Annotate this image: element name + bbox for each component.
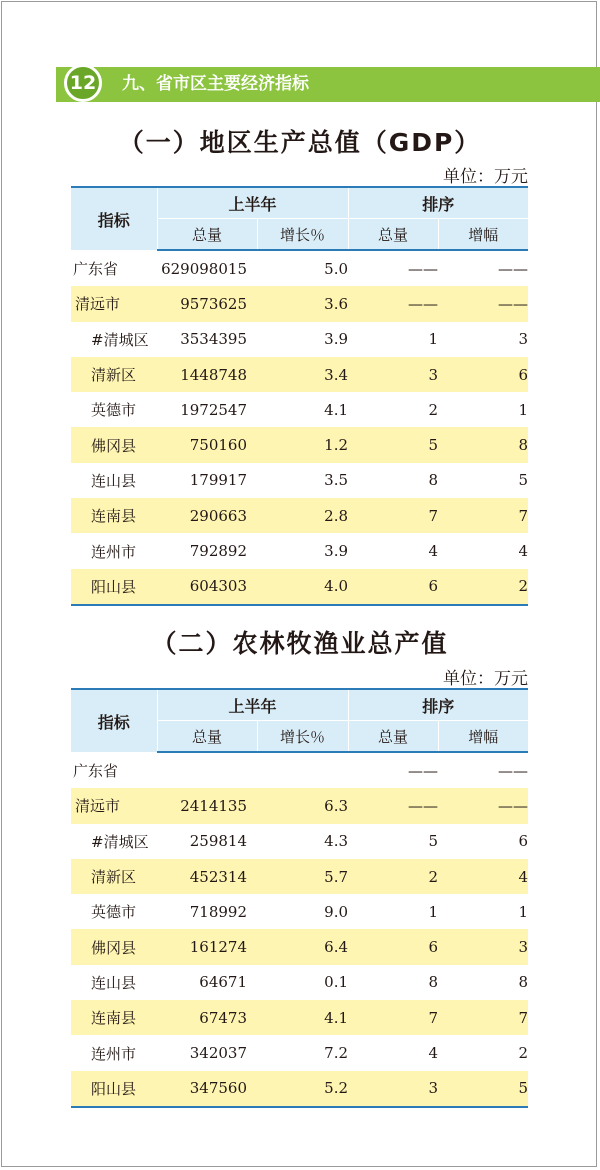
row-name: #清城区 [91, 832, 149, 851]
column-header-total: 总量 [157, 721, 257, 753]
row-total: 452314 [157, 859, 257, 894]
row-growth: 4.0 [257, 569, 348, 605]
row-rank-growth: 7 [438, 498, 528, 533]
row-total: 2414135 [157, 788, 257, 823]
row-total: 718992 [189, 902, 247, 921]
row-growth: 3.6 [257, 286, 348, 321]
table-row [71, 392, 528, 427]
row-rank-growth: 2 [518, 1044, 529, 1063]
row-rank-growth: 2 [438, 569, 528, 605]
row-total: 342037 [189, 1044, 247, 1063]
table-row [71, 788, 528, 823]
table-row [71, 322, 528, 357]
row-total: 629098015 [161, 259, 247, 278]
row-rank-total: 7 [348, 1000, 438, 1035]
row-rank-total: 4 [428, 1044, 439, 1063]
table-row [71, 859, 528, 894]
row-rank-total: 7 [348, 498, 438, 533]
row-growth [257, 752, 348, 788]
table-row [71, 286, 528, 321]
row-rank-total: 8 [428, 973, 439, 992]
page-number-badge: 12 [64, 64, 102, 102]
column-header-rank-total: 总量 [348, 219, 438, 251]
row-name: 英德市 [91, 903, 137, 922]
row-growth: 4.1 [324, 400, 349, 419]
row-growth: 3.4 [257, 357, 348, 392]
row-rank-growth: 1 [518, 902, 529, 921]
row-name: 连州市 [91, 542, 137, 561]
row-rank-total: 8 [428, 471, 439, 490]
row-name: 广东省 [73, 259, 119, 278]
table-row [71, 929, 528, 964]
table-row [71, 1035, 528, 1070]
table-row [71, 498, 528, 533]
row-rank-growth: —— [498, 259, 529, 278]
row-rank-total: 1 [428, 330, 439, 349]
column-header-rank: 排序 [348, 689, 528, 721]
section-header-title: 九、省市区主要经济指标 [122, 74, 309, 94]
agri-table-body [71, 752, 528, 1107]
row-total: 161274 [157, 929, 257, 964]
agri-table-title: （二）农林牧渔业总产值 [151, 629, 449, 658]
row-growth: 7.2 [324, 1044, 349, 1063]
row-name: 阳山县 [71, 569, 157, 605]
row-rank-total: 3 [348, 1071, 438, 1107]
row-growth: 2.8 [257, 498, 348, 533]
column-header-half-year: 上半年 [157, 187, 348, 219]
row-rank-growth: 4 [518, 542, 529, 561]
row-rank-total: 5 [428, 832, 439, 851]
row-rank-growth: 3 [518, 330, 529, 349]
column-header-growth: 增长％ [257, 721, 348, 753]
row-rank-growth: 5 [438, 1071, 528, 1107]
table-row [71, 250, 528, 286]
column-header-rank-growth: 增幅 [438, 219, 528, 251]
column-header-total: 总量 [157, 219, 257, 251]
row-rank-growth: 4 [438, 859, 528, 894]
row-growth: 6.4 [257, 929, 348, 964]
row-growth: 6.3 [257, 788, 348, 823]
row-total: 1972547 [180, 400, 247, 419]
row-name: 佛冈县 [71, 929, 157, 964]
row-rank-growth: 8 [518, 973, 529, 992]
row-rank-growth: 3 [438, 929, 528, 964]
table-row [71, 357, 528, 392]
row-growth: 0.1 [324, 973, 349, 992]
row-name: 连山县 [91, 471, 137, 490]
row-rank-total: 2 [428, 400, 439, 419]
row-growth: 3.9 [324, 542, 349, 561]
row-name: 清新区 [71, 357, 157, 392]
row-growth: 9.0 [324, 902, 349, 921]
row-rank-total: 2 [348, 859, 438, 894]
row-growth: 1.2 [257, 427, 348, 462]
column-header-rank-total: 总量 [348, 721, 438, 753]
row-name: 佛冈县 [71, 427, 157, 462]
table-row [71, 752, 528, 788]
column-header-rank-growth: 增幅 [438, 721, 528, 753]
row-total: 259814 [189, 832, 247, 851]
row-rank-total: —— [348, 286, 438, 321]
table-row [71, 965, 528, 1000]
row-name: 清新区 [71, 859, 157, 894]
row-rank-growth: 6 [438, 357, 528, 392]
row-rank-total: —— [408, 259, 439, 278]
row-rank-total: 4 [428, 542, 439, 561]
row-name: 广东省 [73, 761, 119, 780]
row-growth: 5.2 [257, 1071, 348, 1107]
table-row [71, 533, 528, 568]
row-rank-growth: 1 [518, 400, 529, 419]
table-row [71, 427, 528, 462]
row-total: 67473 [157, 1000, 257, 1035]
row-name: 连山县 [91, 973, 137, 992]
row-rank-total: —— [348, 788, 438, 823]
column-header-rank: 排序 [348, 187, 528, 219]
row-name: 清远市 [71, 788, 157, 823]
row-name: 英德市 [91, 401, 137, 420]
row-total: 347560 [157, 1071, 257, 1107]
row-name: 清远市 [71, 286, 157, 321]
row-rank-growth: 5 [518, 471, 529, 490]
table-row [71, 894, 528, 929]
row-rank-total: —— [408, 761, 439, 780]
agri-table [71, 688, 528, 1108]
row-total: 1448748 [157, 357, 257, 392]
row-total [157, 752, 257, 788]
row-total: 3534395 [180, 330, 247, 349]
row-total: 750160 [157, 427, 257, 462]
row-name: 连南县 [71, 498, 157, 533]
row-total: 604303 [157, 569, 257, 605]
row-name: 阳山县 [71, 1071, 157, 1107]
table-row [71, 569, 528, 605]
column-header-growth: 增长％ [257, 219, 348, 251]
row-growth: 4.1 [257, 1000, 348, 1035]
agri-unit-label: 单位：万元 [443, 669, 528, 689]
row-total: 9573625 [157, 286, 257, 321]
row-total: 179917 [189, 471, 247, 490]
gdp-table [71, 186, 528, 606]
table-row [71, 1071, 528, 1107]
column-header-indicator: 指标 [71, 689, 157, 752]
row-growth: 3.9 [324, 330, 349, 349]
row-rank-growth: 7 [438, 1000, 528, 1035]
row-rank-total: 6 [348, 569, 438, 605]
row-rank-growth: —— [498, 761, 529, 780]
row-rank-total: 6 [348, 929, 438, 964]
row-rank-total: 1 [428, 902, 439, 921]
gdp-table-title: （一）地区生产总值（GDP） [118, 128, 482, 157]
row-rank-growth: 8 [438, 427, 528, 462]
table-row [71, 463, 528, 498]
gdp-table-body [71, 250, 528, 605]
table-row [71, 1000, 528, 1035]
row-name: 连南县 [71, 1000, 157, 1035]
row-rank-growth: —— [438, 788, 528, 823]
row-rank-total: 3 [348, 357, 438, 392]
table-row [71, 824, 528, 859]
row-total: 290663 [157, 498, 257, 533]
row-rank-total: 5 [348, 427, 438, 462]
row-growth: 4.3 [324, 832, 349, 851]
column-header-indicator: 指标 [71, 187, 157, 250]
row-rank-growth: —— [438, 286, 528, 321]
column-header-half-year: 上半年 [157, 689, 348, 721]
row-rank-growth: 6 [518, 832, 529, 851]
row-name: #清城区 [91, 330, 149, 349]
row-total: 792892 [189, 542, 247, 561]
row-total: 64671 [199, 973, 247, 992]
row-name: 连州市 [91, 1044, 137, 1063]
gdp-unit-label: 单位：万元 [443, 167, 528, 187]
row-growth: 5.0 [324, 259, 349, 278]
row-growth: 5.7 [257, 859, 348, 894]
row-growth: 3.5 [324, 471, 349, 490]
